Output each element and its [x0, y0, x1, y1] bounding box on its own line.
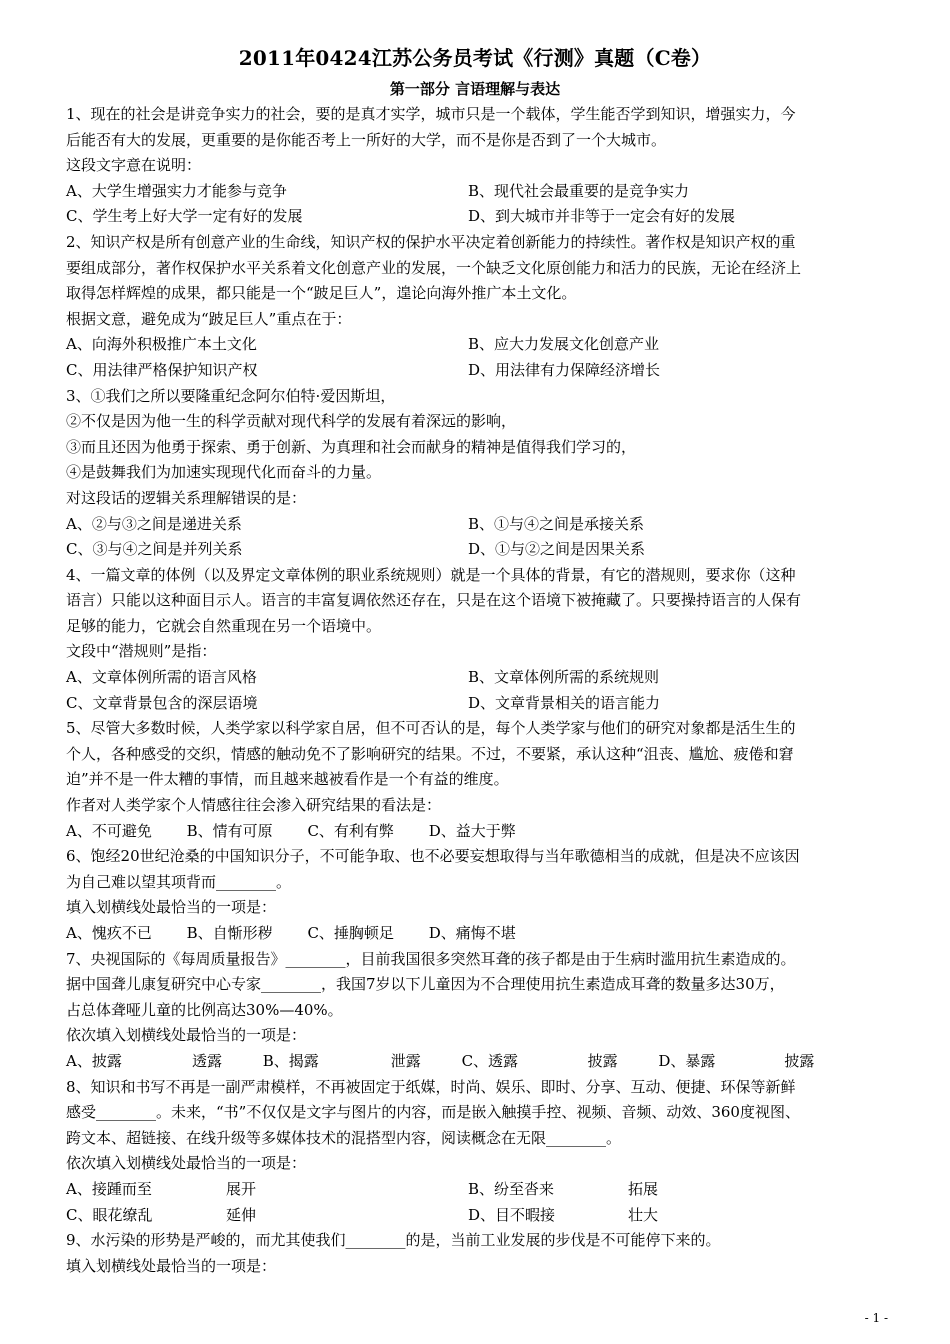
question-7-prompt: 依次填入划横线处最恰当的一项是：: [66, 1026, 307, 1045]
question-6-option-a: A、愧疚不已: [66, 924, 152, 942]
question-8-option-b-word-2: 拓展: [628, 1179, 659, 1198]
question-7-option-c-word-2: 披露: [587, 1051, 618, 1070]
question-7-option-a: [66, 1049, 258, 1075]
question-6-stem-line-1: 6、饱经20世纪沧桑的中国知识分子，不可能争取、也不必要妄想取得与当年歌德相当的成就，但是决不应该因: [66, 847, 800, 866]
question-2-options-row-2: [66, 358, 886, 384]
question-8-stem-line-2: 感受________。未来，“书”不仅仅是文字与图片的内容，而是嵌入触摸手控、视频、音频、动效、360度视图、: [66, 1103, 800, 1122]
question-8-option-b: [468, 1177, 886, 1203]
question-3-options-row-1: [66, 512, 886, 538]
question-3-stem-line-3: ③而且还因为他勇于探索、勇于创新、为真理和社会而献身的精神是值得我们学习的，: [66, 437, 637, 456]
question-4-option-b: B、文章体例所需的系统规则: [468, 668, 660, 687]
question-4-stem-line-2: 语言）只能以这种面目示人。语言的丰富复调依然还存在，只是在这个语境下被掩藏了。只要操持语言的人保有: [66, 591, 802, 610]
page-number: - 1 -: [864, 1311, 888, 1325]
question-1-options-row-2: [66, 204, 886, 230]
question-3-prompt: 对这段话的逻辑关系理解错误的是：: [66, 488, 307, 507]
question-5-option-d: D、益大于弊: [428, 821, 516, 840]
question-8-option-c: [66, 1203, 468, 1229]
document-title: 2011年0424江苏公务员考试《行测》真题（C卷）: [238, 46, 712, 70]
question-5-options: [66, 819, 886, 845]
question-6-stem-line-2: 为自己难以望其项背而________。: [66, 872, 292, 891]
question-3-option-a: A、②与③之间是递进关系: [66, 514, 242, 533]
question-1-stem-line-2: 后能否有大的发展，更重要的是你能否考上一所好的大学，而不是你是否到了一个大城市。: [66, 130, 667, 149]
question-2-option-b: B、应大力发展文化创意产业: [468, 335, 660, 354]
question-4-stem-line-3: 足够的能力，它就会自然重现在另一个语境中。: [66, 616, 382, 635]
question-2-options-row-1: [66, 332, 886, 358]
question-2-option-a: A、向海外积极推广本土文化: [66, 335, 257, 354]
question-8-option-b-word-1: B、纷至沓来: [468, 1179, 555, 1198]
question-1-option-a: A、大学生增强实力才能参与竞争: [66, 181, 287, 200]
question-3-option-d: D、①与②之间是因果关系: [468, 540, 646, 559]
question-3-option-b: B、①与④之间是承接关系: [468, 514, 645, 533]
question-8-option-c-word-2: 延伸: [226, 1205, 257, 1224]
question-7-option-d-word-1: D、暴露: [658, 1051, 716, 1070]
question-6-option-c: C、捶胸顿足: [307, 924, 394, 942]
question-7-option-b: [263, 1049, 457, 1075]
question-5-stem-line-1: 5、尽管大多数时候，人类学家以科学家自居，但不可否认的是，每个人类学家与他们的研究对象都是活生生的: [66, 719, 796, 738]
question-2-stem-line-1: 2、知识产权是所有创意产业的生命线，知识产权的保护水平决定着创新能力的持续性。著作权是知识产权的重: [66, 232, 796, 251]
question-8-option-a-word-1: A、接踵而至: [66, 1179, 152, 1198]
question-5-stem-line-2: 个人，各种感受的交织，情感的触动免不了影响研究的结果。不过，不要紧，承认这种“沮丧、尴尬、疲倦和窘: [66, 744, 794, 763]
questions-body: [66, 102, 886, 1279]
question-1-stem-line-1: 1、现在的社会是讲竞争实力的社会，要的是真才实学，城市只是一个载体，学生能否学到知识，增强实力，今: [66, 105, 796, 123]
question-8-options-row-2: [66, 1203, 886, 1229]
question-7-stem-line-3: 占总体聋哑儿童的比例高达30%—40%。: [66, 1000, 343, 1019]
question-4-option-a: A、文章体例所需的语言风格: [66, 668, 257, 687]
question-8-option-d-word-2: 壮大: [628, 1205, 659, 1224]
question-4-option-d: D、文章背景相关的语言能力: [468, 693, 661, 712]
question-8-option-c-word-1: C、眼花缭乱: [66, 1205, 153, 1224]
question-2-stem-line-2: 要组成部分，著作权保护水平关系着文化创意产业的发展，一个缺乏文化原创能力和活力的民族，无论在经济上: [66, 258, 802, 277]
question-7-stem-line-1: 7、央视国际的《每周质量报告》________，目前我国很多突然耳聋的孩子都是由于生病时滥用抗生素造成的。: [66, 949, 796, 968]
question-7-option-a-word-2: 透露: [192, 1051, 223, 1070]
question-8-prompt: 依次填入划横线处最恰当的一项是：: [66, 1154, 307, 1173]
question-9-stem-line-1: 9、水污染的形势是严峻的，而尤其使我们________的是，当前工业发展的步伐是不可能停下来的。: [66, 1231, 721, 1250]
question-4-options-row-2: [66, 691, 886, 717]
question-4-options-row-1: [66, 665, 886, 691]
question-7-option-c-word-1: C、透露: [461, 1051, 519, 1070]
question-8-options-row-1: [66, 1177, 886, 1203]
question-3-stem-line-2: ②不仅是因为他一生的科学贡献对现代科学的发展有着深远的影响，: [66, 412, 517, 431]
question-3-stem-line-4: ④是鼓舞我们为加速实现现代化而奋斗的力量。: [66, 463, 382, 482]
question-2-prompt: 根据文意，避免成为“跛足巨人”重点在于：: [66, 309, 352, 328]
question-7-options: [66, 1049, 886, 1075]
question-4-option-c: C、文章背景包含的深层语境: [66, 693, 258, 712]
question-1-option-c: C、学生考上好大学一定有好的发展: [66, 207, 303, 226]
question-7-option-c: [462, 1049, 654, 1075]
question-5-option-b: B、情有可原: [186, 821, 273, 840]
question-8-stem-line-1: 8、知识和书写不再是一副严肃模样，不再被固定于纸媒，时尚、娱乐、即时、分享、互动、便捷、环保等新鲜: [66, 1077, 796, 1096]
question-1-option-d: D、到大城市并非等于一定会有好的发展: [468, 207, 736, 226]
question-5-option-c: C、有利有弊: [307, 821, 394, 840]
question-2-option-c: C、用法律严格保护知识产权: [66, 360, 258, 379]
question-7-option-d-word-2: 披露: [784, 1051, 815, 1070]
question-6-option-d: D、痛悔不堪: [428, 924, 516, 942]
question-2-option-d: D、用法律有力保障经济增长: [468, 360, 661, 379]
question-1-prompt: 这段文字意在说明：: [66, 156, 202, 175]
question-8-stem-line-3: 跨文本、超链接、在线升级等多媒体技术的混搭型内容，阅读概念在无限________。: [66, 1128, 622, 1147]
question-3-options-row-2: [66, 537, 886, 563]
question-8-option-a: [66, 1177, 468, 1203]
question-5-option-a: A、不可避免: [66, 821, 152, 840]
question-7-stem-line-2: 据中国聋儿康复研究中心专家________，我国7岁以下儿童因为不合理使用抗生素造成耳聋的数量多达30万，: [66, 975, 785, 994]
question-6-prompt: 填入划横线处最恰当的一项是：: [66, 898, 277, 917]
question-2-stem-line-3: 取得怎样辉煌的成果，都只能是一个“跛足巨人”，遑论向海外推广本土文化。: [66, 284, 577, 303]
section-heading: 第一部分 言语理解与表达: [389, 80, 561, 98]
question-9-prompt: 填入划横线处最恰当的一项是：: [66, 1256, 277, 1275]
question-7-option-a-word-1: A、披露: [66, 1051, 122, 1070]
question-6-options: [66, 921, 886, 947]
question-4-stem-line-1: 4、一篇文章的体例（以及界定文章体例的职业系统规则）就是一个具体的背景，有它的潜规则，要求你（这种: [66, 565, 796, 584]
question-3-option-c: C、③与④之间是并列关系: [66, 540, 243, 559]
question-6-option-b: B、自惭形秽: [186, 924, 273, 942]
question-8-option-d-word-1: D、目不暇接: [468, 1205, 556, 1224]
question-4-prompt: 文段中“潜规则”是指：: [66, 642, 217, 661]
question-8-option-a-word-2: 展开: [226, 1179, 257, 1198]
question-7-option-d: [658, 1049, 814, 1075]
question-5-prompt: 作者对人类学家个人情感往往会渗入研究结果的看法是：: [66, 796, 442, 815]
question-8-option-d: [468, 1203, 886, 1229]
question-5-stem-line-3: 迫”并不是一件太糟的事情，而且越来越被看作是一个有益的维度。: [66, 770, 509, 789]
question-3-stem-line-1: 3、①我们之所以要隆重纪念阿尔伯特·爱因斯坦，: [66, 386, 396, 405]
question-7-option-b-word-1: B、揭露: [262, 1051, 319, 1070]
question-7-option-b-word-2: 泄露: [390, 1051, 421, 1070]
question-1-option-b: B、现代社会最重要的是竞争实力: [468, 181, 690, 200]
question-1-options-row-1: [66, 179, 886, 205]
